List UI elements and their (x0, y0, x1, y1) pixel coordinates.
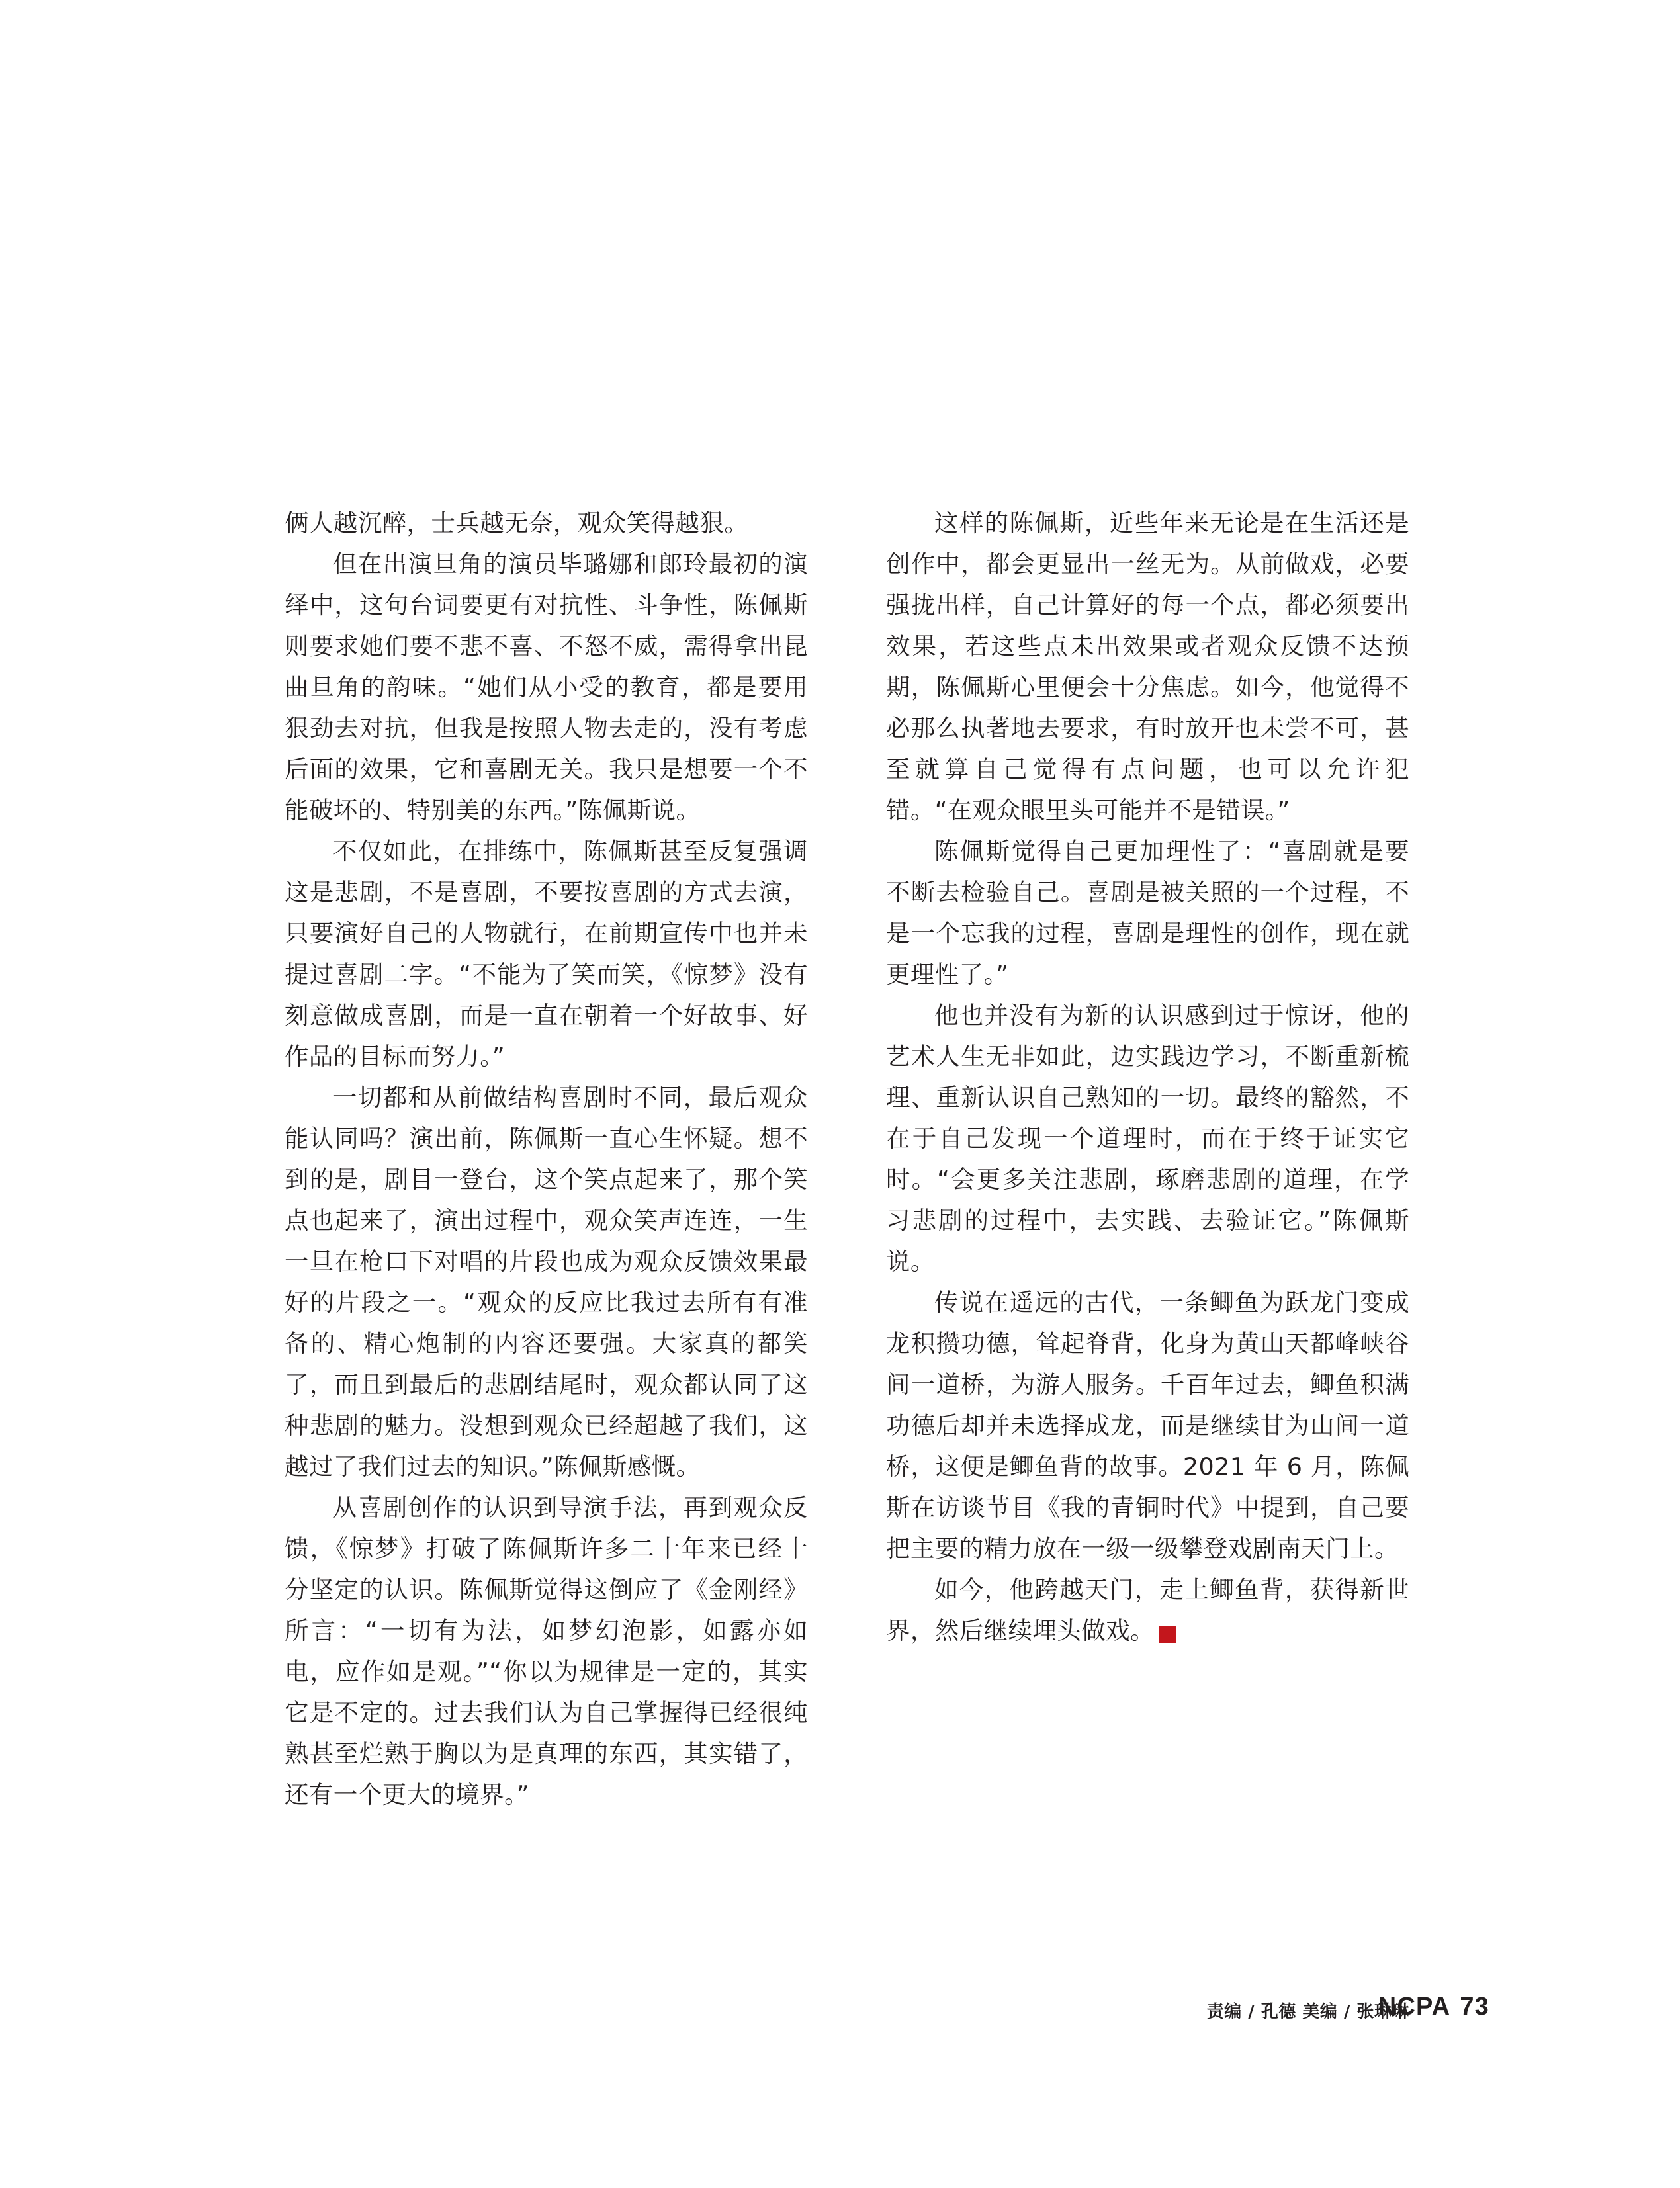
end-of-article-mark: 终 (1159, 1626, 1176, 1643)
right-column (886, 503, 1409, 1816)
article-body (285, 503, 1409, 1816)
paragraph: 不仅如此，在排练中，陈佩斯甚至反复强调这是悲剧，不是喜剧，不要按喜剧的方式去演，只要演好自己的人物就行，在前期宣传中也并未提过喜剧二字。“不能为了笑而笑，《惊梦》没有刻意做成喜剧，而是一直在朝着一个好故事、好作品的目标而努力。” (285, 837, 808, 1071)
page-footer (1378, 1992, 1489, 2021)
paragraph: 俩人越沉醉，士兵越无奈，观众笑得越狠。 (285, 509, 749, 537)
paragraph: 陈佩斯觉得自己更加理性了：“喜剧就是要不断去检验自己。喜剧是被关照的一个过程，不是一个忘我的过程，喜剧是理性的创作，现在就更理性了。” (886, 837, 1409, 988)
paragraph: 但在出演旦角的演员毕璐娜和郎玲最初的演绎中，这句台词要更有对抗性、斗争性，陈佩斯则要求她们要不悲不喜、不怒不威，需得拿出昆曲旦角的韵味。“她们从小受的教育，都是要用狠劲去对抗，但我是按照人物去走的，没有考虑后面的效果，它和喜剧无关。我只是想要一个不能破坏的、特别美的东西。”陈佩斯说。 (285, 550, 808, 824)
page-number: 73 (1460, 1993, 1489, 2021)
paragraph: 从喜剧创作的认识到导演手法，再到观众反馈，《惊梦》打破了陈佩斯许多二十年来已经十分坚定的认识。陈佩斯觉得这倒应了《金刚经》所言：“一切有为法，如梦幻泡影，如露亦如电，应作如是观。”“你以为规律是一定的，其实它是不定的。过去我们认为自己掌握得已经很纯熟甚至烂熟于胸以为是真理的东西，其实错了，还有一个更大的境界。” (285, 1493, 808, 1809)
paragraph: 这样的陈佩斯，近些年来无论是在生活还是创作中，都会更显出一丝无为。从前做戏，必要强拢出样，自己计算好的每一个点，都必须要出效果，若这些点未出效果或者观众反馈不达预期，陈佩斯心里便会十分焦虑。如今，他觉得不必那么执著地去要求，有时放开也未尝不可，甚至就算自己觉得有点问题，也可以允许犯错。“在观众眼里头可能并不是错误。” (886, 509, 1409, 824)
publication-brand: NCPA (1378, 1993, 1451, 2021)
paragraph: 传说在遥远的古代，一条鲫鱼为跃龙门变成龙积攒功德，耸起脊背，化身为黄山天都峰峡谷间一道桥，为游人服务。千百年过去，鲫鱼积满功德后却并未选择成龙，而是继续甘为山间一道桥，这便是鲫鱼背的故事。2021 年 6 月，陈佩斯在访谈节目《我的青铜时代》中提到，自己要把主要的精力放在一级一级攀登戏剧南天门上。 (886, 1288, 1409, 1563)
paragraph: 他也并没有为新的认识感到过于惊讶，他的艺术人生无非如此，边实践边学习，不断重新梳理、重新认识自己熟知的一切。最终的豁然，不在于自己发现一个道理时，而在于终于证实它时。“会更多关注悲剧，琢磨悲剧的道理，在学习悲剧的过程中，去实践、去验证它。”陈佩斯说。 (886, 1001, 1409, 1276)
paragraph-final (886, 1569, 1409, 1651)
credits-line: 责编 / 孔德 美编 / 张琳琳 (1206, 2002, 1409, 2022)
paragraph-text: 如今，他跨越天门，走上鲫鱼背，获得新世界，然后继续埋头做戏。 (886, 1575, 1409, 1645)
paragraph: 一切都和从前做结构喜剧时不同，最后观众能认同吗？演出前，陈佩斯一直心生怀疑。想不到的是，剧目一登台，这个笑点起来了，那个笑点也起来了，演出过程中，观众笑声连连，一生一旦在枪口下对唱的片段也成为观众反馈效果最好的片段之一。“观众的反应比我过去所有有准备的、精心炮制的内容还要强。大家真的都笑了，而且到最后的悲剧结尾时，观众都认同了这种悲剧的魅力。没想到观众已经超越了我们，这越过了我们过去的知识。”陈佩斯感慨。 (285, 1083, 808, 1481)
left-column (285, 503, 808, 1816)
